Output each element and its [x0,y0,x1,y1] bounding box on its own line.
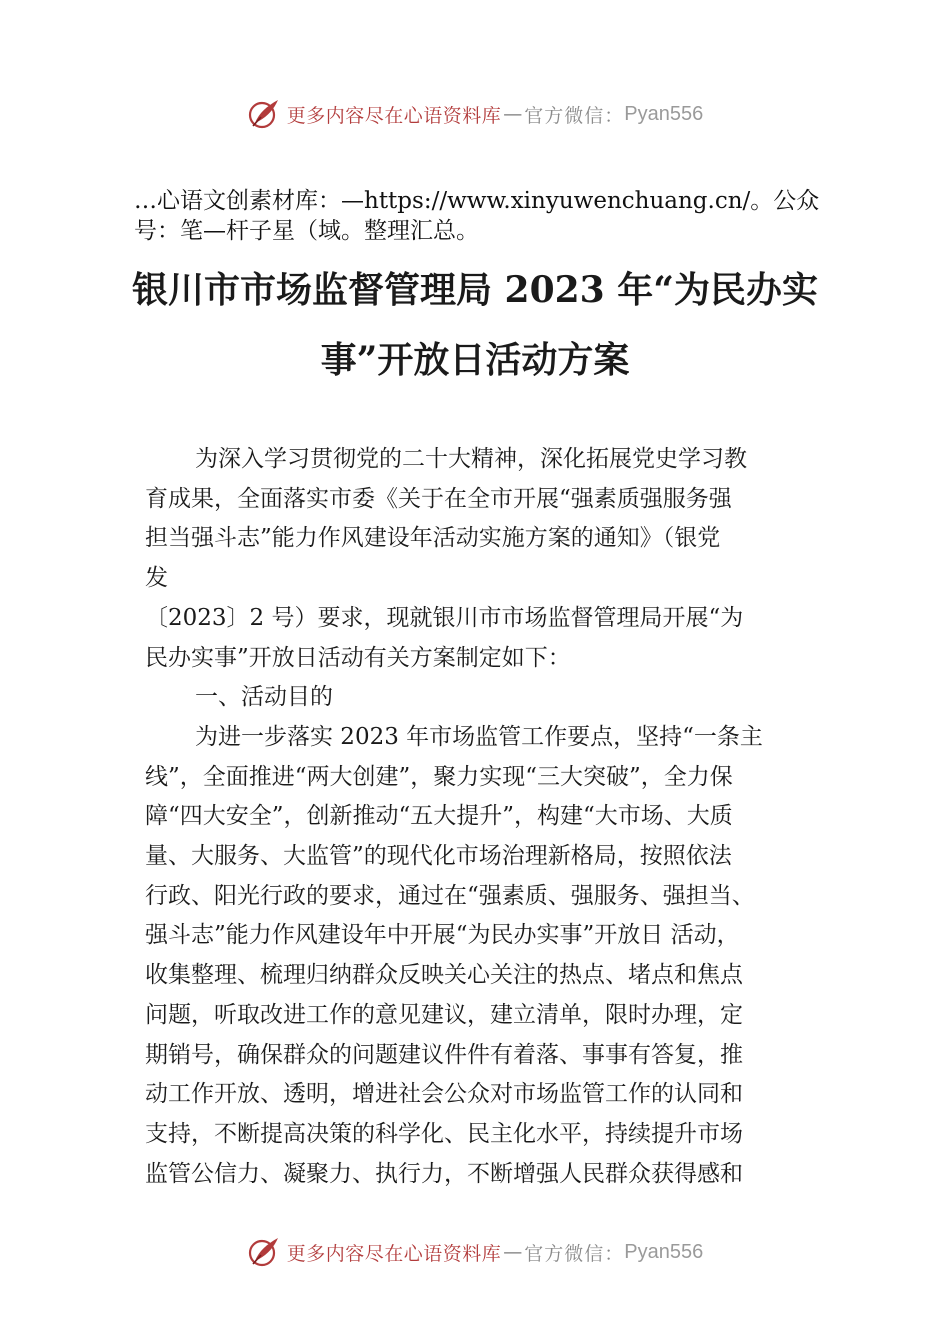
text-line: 障“四大安全”，创新推动“五大提升”，构建“大市场、大质 [145,803,733,830]
text-line: 为深入学习贯彻党的二十大精神，深化拓展党史学习教 [195,446,747,472]
banner-main-text: 更多内容尽在心语资料库 [286,104,502,127]
text-line: 量、大服务、大监管”的现代化市场治理新格局，按照依法 [145,843,732,870]
text-line: 线”，全面推进“两大创建”，聚力实现“三大突破”，全力保 [145,763,733,790]
quill-logo-icon [247,1235,281,1269]
text-line: 为进一步落实 2023 年市场监管工作要点，坚持“一条主 [195,723,763,750]
text-line: 民办实事”开放日活动有关方案制定如下： [145,644,571,671]
paragraph-intro [145,440,815,1194]
text-line: 育成果，全面落实市委《关于在全市开展“强素质强服务强 [145,485,732,512]
banner-dash: — [503,1241,523,1263]
header-banner [0,94,950,134]
text-line: 强斗志”能力作风建设年中开展“为民办实事”开放日 活动， [145,922,740,949]
banner-wechat-label: 官方微信： [524,1242,625,1265]
banner-wechat-id: Pyan556 [624,102,704,125]
source-note: …心语文创素材库：—https://www.xinyuwenchuang.cn/。公众号：笔—杆子星（域。整理汇总。 [134,188,820,244]
banner-wechat-id: Pyan556 [624,1240,704,1263]
text-line: 发 [145,565,168,592]
text-line: 支持，不断提高决策的科学化、民主化水平，持续提升市场 [145,1120,743,1147]
text-line: 动工作开放、透明，增进社会公众对市场监管工作的认同和 [145,1081,743,1108]
text-line: 〔2023〕2 号）要求，现就银川市市场监督管理局开展“为 [145,604,744,631]
document-title-line-2: 事”开放日活动方案 [320,339,630,381]
banner-dash: — [503,103,523,125]
banner-main-text: 更多内容尽在心语资料库 [286,1242,502,1265]
quill-logo-icon [247,97,281,131]
banner-wechat-label: 官方微信： [524,104,625,127]
text-line: 监管公信力、凝聚力、执行力，不断增强人民群众获得感和 [145,1160,743,1187]
text-line: 担当强斗志”能力作风建设年活动实施方案的通知》（银党 [145,525,721,552]
section-heading: 一、活动目的 [195,684,333,711]
text-line: 收集整理、梳理归纳群众反映关心关注的热点、堵点和焦点 [145,962,743,989]
text-line: 问题，听取改进工作的意见建议，建立清单，限时办理，定 [145,1001,743,1028]
document-title-line-1: 银川市市场监督管理局 2023 年“为民办实 [132,269,818,311]
footer-banner [0,1232,950,1272]
text-line: 期销号，确保群众的问题建议件件有着落、事事有答复，推 [145,1041,743,1068]
text-line: 行政、阳光行政的要求，通过在“强素质、强服务、强担当、 [145,882,755,909]
